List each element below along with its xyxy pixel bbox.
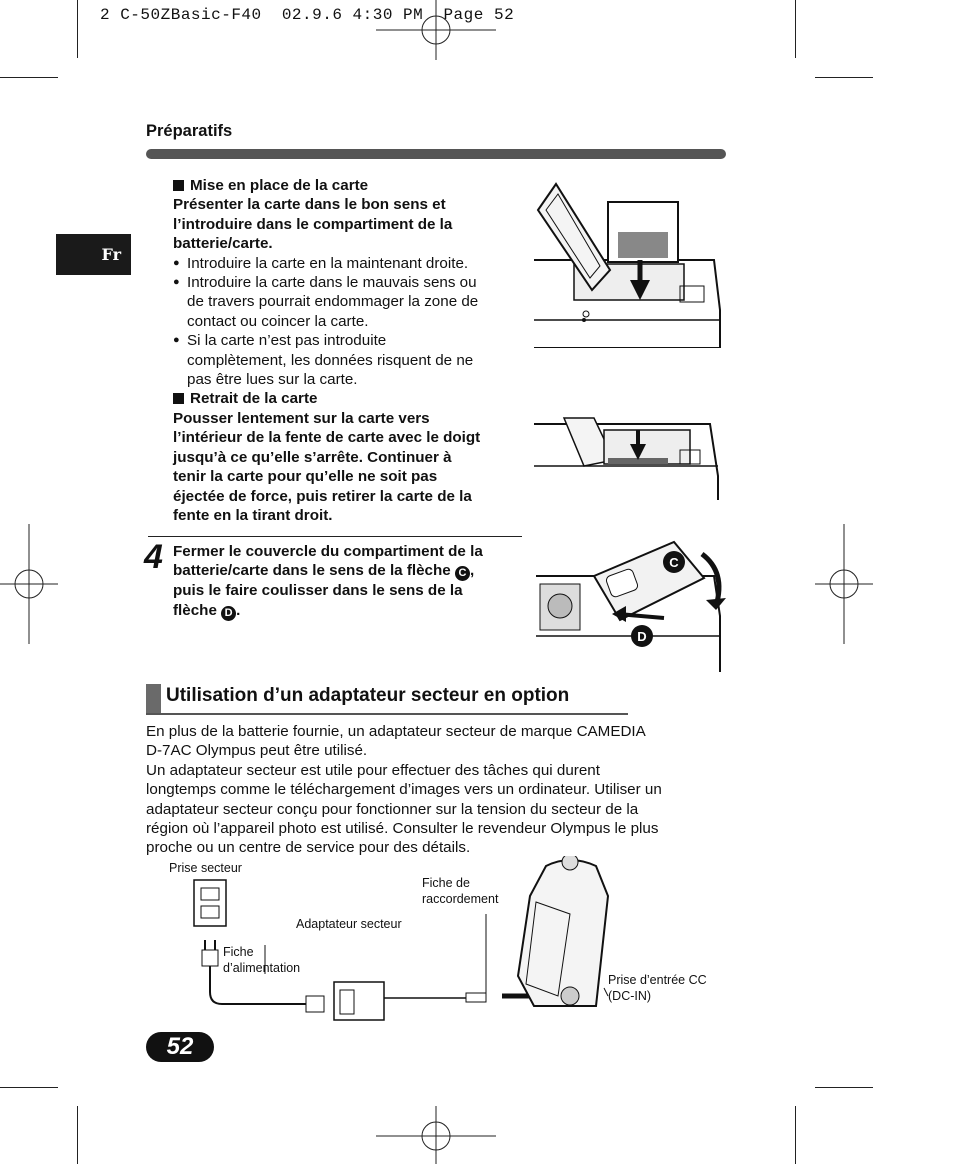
card-remove-illustration: [534, 416, 724, 500]
language-tab: Fr: [56, 234, 131, 275]
print-slug: 2 C-50ZBasic-F40 02.9.6 4:30 PM Page 52: [100, 6, 515, 24]
outlet-label: Prise secteur: [169, 861, 242, 875]
square-bullet-icon: [173, 393, 184, 404]
ac-adapter-heading: [146, 684, 628, 714]
registration-mark-right: [815, 524, 873, 644]
card-insert-illustration: [534, 180, 724, 348]
step-number: 4: [144, 538, 163, 576]
square-bullet-icon: [173, 180, 184, 191]
card-remove-instruction: Pousser lentement sur la carte vers l’intérieur de la fente de carte avec le doigt jusqu’à ce qu’elle s’arrête. Continuer à tenir la carte pour qu’elle ne soit pas éjectée de force, puis retirer la carte de la fente en la tirant droit.: [173, 409, 481, 524]
registration-mark-left: [0, 524, 58, 644]
arrow-c-label: C: [669, 555, 679, 570]
registration-mark-bottom: [376, 1106, 496, 1164]
step4-instruction: Fermer le couvercle du compartiment de la batterie/carte dans le sens de la flèche C , puis le faire coulisser dans le sens de la flèche D .: [173, 543, 483, 619]
connector-label: Fiche de raccordement: [422, 876, 499, 906]
bullet-item: ● Introduire la carte dans le mauvais sens ou de travers pourrait endommager la zone de contact ou coincer la carte.: [173, 273, 523, 331]
card-instructions: [173, 176, 523, 525]
dc-in-label: Prise d’entrée CC (DC-IN): [608, 973, 707, 1003]
card-remove-heading: Retrait de la carte: [173, 389, 523, 408]
power-plug-label: Fiche d’alimentation: [223, 945, 301, 975]
bullet-item: ● Introduire la carte en la maintenant droite.: [173, 254, 523, 273]
step-divider: [148, 536, 522, 537]
card-insert-heading: Mise en place de la carte: [173, 176, 523, 195]
adapter-label: Adaptateur secteur: [296, 917, 402, 931]
camera-icon: [518, 860, 608, 1006]
section-rule: [146, 149, 726, 159]
ac-adapter-paragraph: En plus de la batterie fournie, un adaptateur secteur de marque CAMEDIA D-7AC Olympus peut être utilisé. Un adaptateur secteur est utile pour effectuer des tâches qui durent longtemps comme le téléchargement d’images vers un ordinateur. Utiliser un adaptateur secteur conçu pour fonctionner sur la tension du secteur de la région où l’appareil photo est utilisé. Consulter le revendeur Olympus le plus proche ou un centre de service pour des détails.: [146, 723, 662, 857]
dc-plug-icon: [466, 993, 486, 1002]
arrow-c-marker-icon: C: [455, 566, 470, 581]
bullet-item: ● Si la carte n’est pas introduite complètement, les données risquent de ne pas être lues sur la carte.: [173, 331, 523, 389]
arrow-d-label: D: [637, 629, 647, 644]
arrow-d-marker-icon: D: [221, 606, 236, 621]
registration-mark-top: [376, 0, 496, 60]
heading-marker: [146, 684, 161, 714]
cover-close-illustration: [534, 536, 730, 672]
heading-underline: [146, 713, 628, 715]
card-insert-instruction: Présenter la carte dans le bon sens et l’introduire dans le compartiment de la batterie/carte.: [173, 196, 453, 253]
section-title: Préparatifs: [146, 122, 233, 140]
page-number: 52: [146, 1032, 214, 1062]
wall-outlet-icon: [194, 880, 226, 926]
ac-adapter-heading-text: Utilisation d’un adaptateur secteur en option: [166, 685, 570, 706]
